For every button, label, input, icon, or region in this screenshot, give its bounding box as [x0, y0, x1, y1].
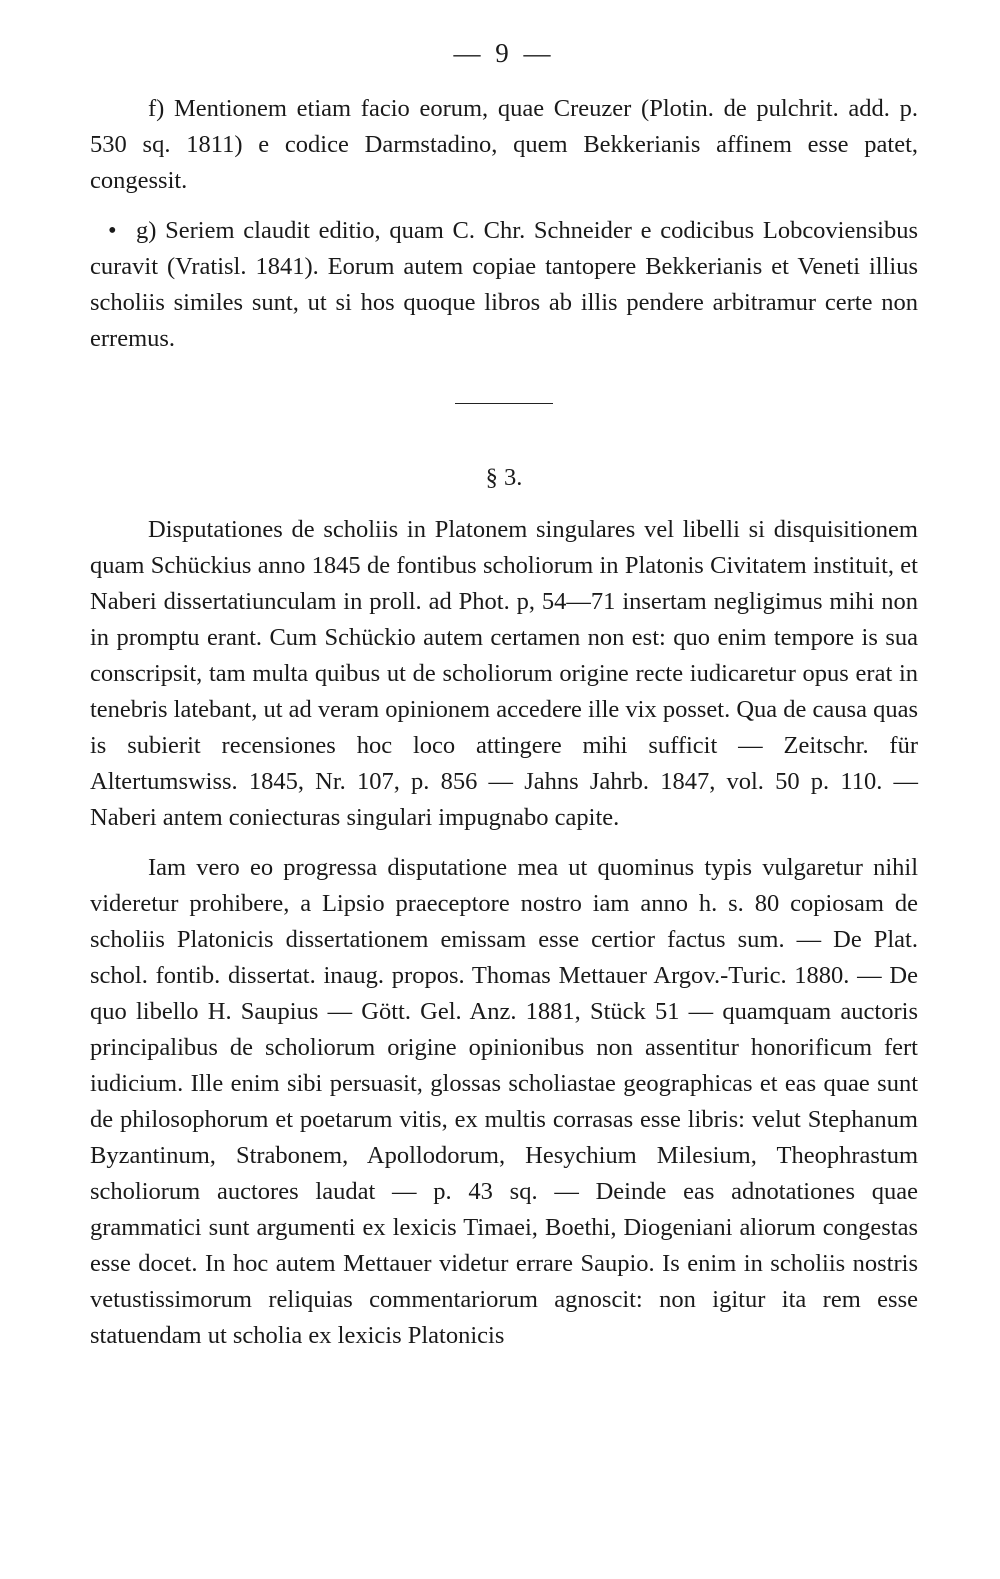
section-heading: § 3. — [485, 464, 523, 491]
bullet-mark: • — [108, 217, 117, 244]
paragraph-iam-vero: Iam vero eo progressa disputatione mea ut quominus typis vulgaretur nihil videretur prohibere, a Lipsio praeceptore nostro iam anno h. s. 80 copiosam de scholiis Platonicis dissertationem emissam esse certior factus sum. — De Plat. schol. fontib. dissertat. inaug. propos. Thomas Mettauer Argov.-Turic. 1880. — De quo libello H. Saupius — Gött. Gel. Anz. 1881, Stück 51 — quamquam auctoris principalibus de scholiorum origine opinionibus non assentitur honorificum fert iudicium. Ille enim sibi persuasit, glossas scholiastae geographicas et eas quae sunt de philosophorum et poetarum vitis, ex multis corrasas esse libris: velut Stephanum Byzantinum, Strabonem, Apollodorum, Hesychium Milesium, Theophrastum scholiorum auctores laudat — p. 43 sq. — Deinde eas adnotationes quae grammatici sunt argumenti ex lexicis Timaei, Boethi, Diogeniani aliorum congestas esse docet. In hoc autem Mettauer videtur errare Saupio. Is enim in scholiis nostris vetustissimorum reliquias commentariorum agnoscit: non igitur ita rem esse statuendam ut scholia ex lexicis Platonicis — [90, 854, 918, 1349]
paragraph-g-text: g) Seriem claudit editio, quam C. Chr. Schneider e codicibus Lobcoviensibus curavit (Vratisl. 1841). Eorum autem copiae tantopere Bekkerianis et Veneti illius scholiis similes sunt, ut si hos quoque libros ab illis pendere arbitramur certe non erremus. — [90, 217, 918, 352]
page-body — [90, 30, 918, 1354]
section-divider — [455, 403, 553, 404]
page-number: — 9 — — [453, 38, 555, 68]
paragraph-f: f) Mentionem etiam facio eorum, quae Creuzer (Plotin. de pulchrit. add. p. 530 sq. 1811) e codice Darmstadino, quem Bekkerianis affinem esse patet, congessit. — [90, 95, 918, 194]
paragraph-g — [90, 213, 918, 357]
paragraph-disputationes: Disputationes de scholiis in Platonem singulares vel libelli si disquisitionem quam Schückius anno 1845 de fontibus scholiorum in Platonis Civitatem instituit, et Naberi dissertatiunculam in proll. ad Phot. p, 54—71 insertam negligimus mihi non in promptu erant. Cum Schückio autem certamen non est: quo enim tempore is sua conscripsit, tam multa quibus ut de scholiorum origine recte iudicaretur opus erat in tenebris latebant, ut ad veram opinionem accedere ille vix posset. Qua de causa quas is subierit recensiones hoc loco attingere mihi sufficit — Zeitschr. für Altertumswiss. 1845, Nr. 107, p. 856 — Jahns Jahrb. 1847, vol. 50 p. 110. — Naberi antem coniecturas singulari impugnabo capite. — [90, 516, 918, 831]
